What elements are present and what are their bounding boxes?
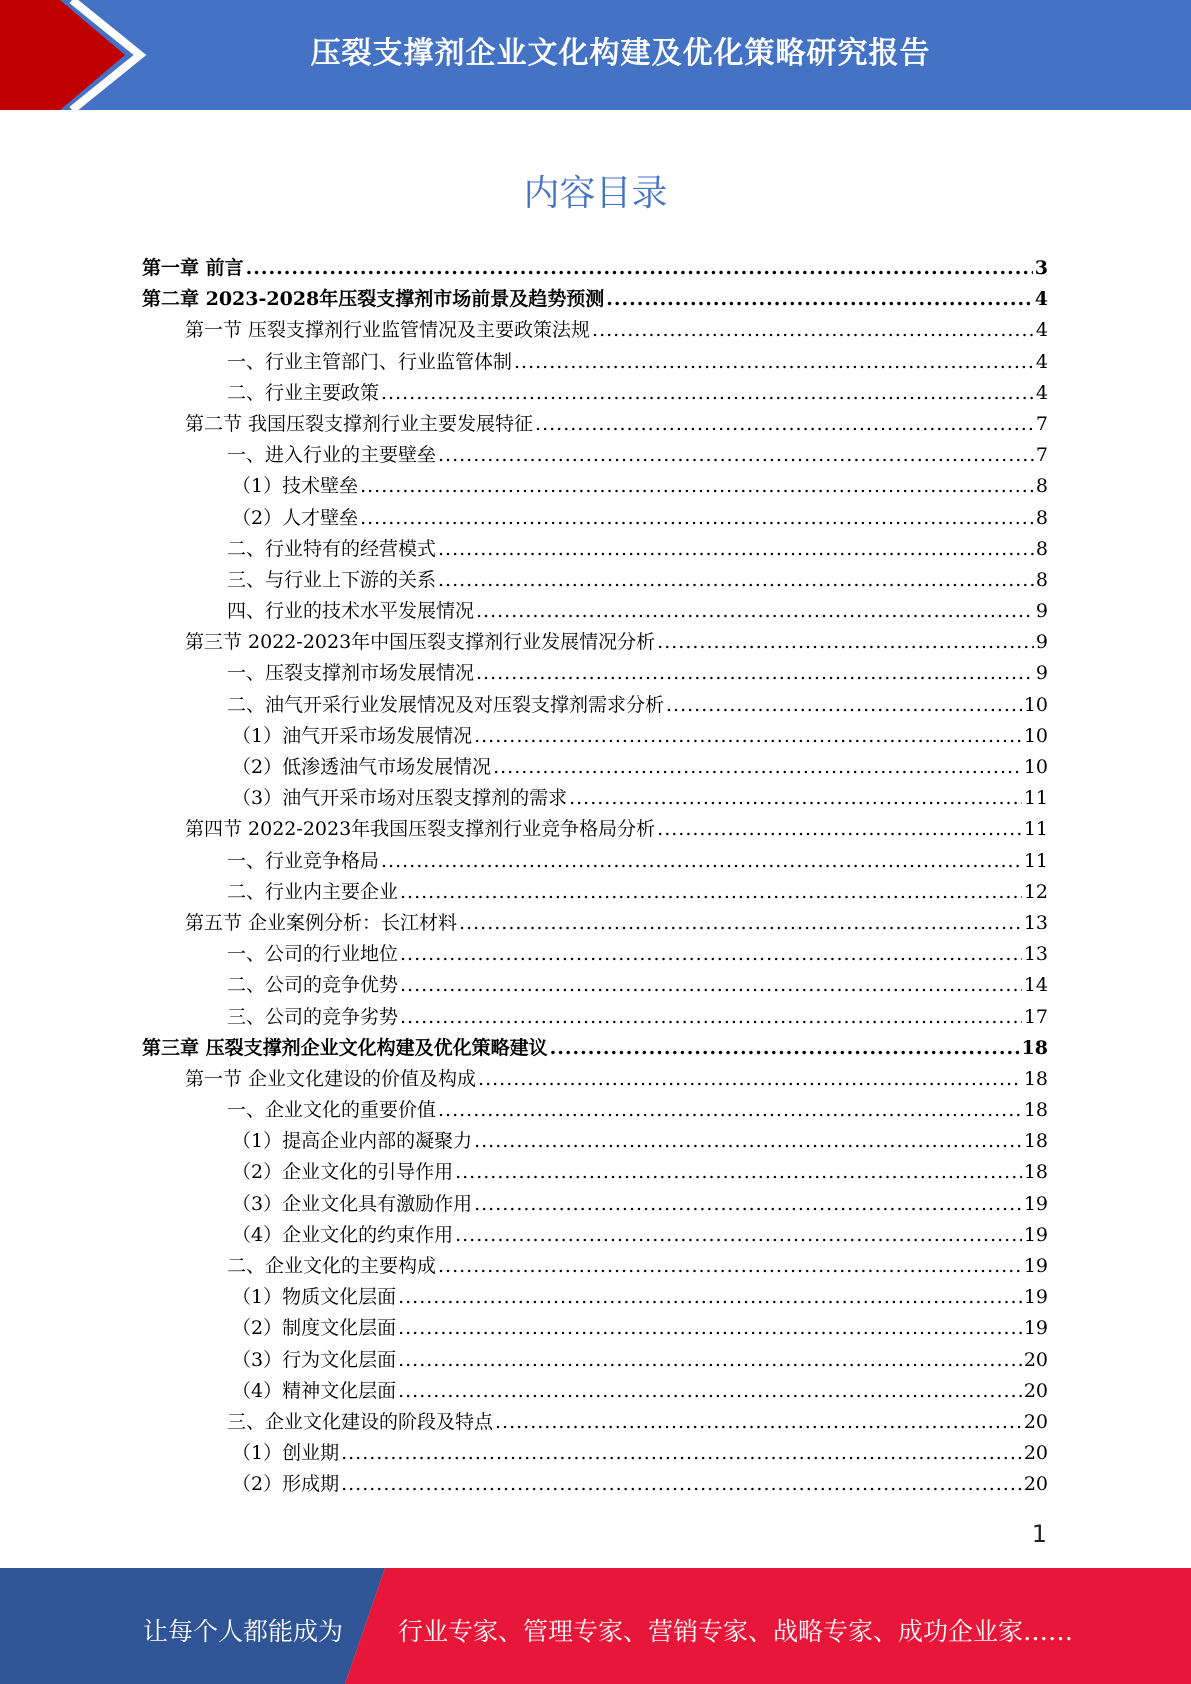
toc-entry-label: （4）精神文化层面 [232,1379,397,1402]
toc-leader-dots [535,413,1034,435]
toc-entry[interactable] [142,503,1048,534]
toc-entry[interactable] [142,1438,1048,1469]
toc-entry-label: （1）技术壁垒 [232,475,359,498]
toc-entry-page: 8 [1035,568,1048,591]
toc-entry-page: 13 [1023,943,1048,966]
toc-entry[interactable] [142,1095,1048,1126]
toc-leader-dots [657,818,1022,840]
toc-entry-page: 19 [1023,1192,1048,1215]
toc-entry-page: 8 [1035,537,1048,560]
toc-entry-label: 一、企业文化的重要价值 [227,1099,437,1122]
toc-entry-page: 18 [1023,1161,1048,1184]
toc-leader-dots [476,662,1034,684]
toc-entry-page: 20 [1023,1379,1048,1402]
page-header [0,0,1191,110]
toc-entry-label: （1）提高企业内部的凝聚力 [232,1130,473,1153]
toc-entry-label: 一、行业主管部门、行业监管体制 [227,350,513,373]
toc-entry-label: （4）企业文化的约束作用 [232,1223,454,1246]
toc-leader-dots [550,1037,1020,1059]
toc-entry-label: （2）企业文化的引导作用 [232,1161,454,1184]
footer-slogan-left: 让每个人都能成为 [143,1617,344,1646]
toc-entry-label: （3）行为文化层面 [232,1348,397,1371]
toc-entry-label: （2）低渗透油气市场发展情况 [232,756,492,778]
toc-leader-dots [495,1411,1022,1433]
toc-entry[interactable] [142,752,1048,783]
toc-entry[interactable] [142,908,1048,939]
toc-leader-dots [438,1099,1022,1121]
toc-entry-page: 19 [1023,1223,1048,1246]
toc-leader-dots [246,257,1033,279]
toc-leader-dots [455,1224,1022,1246]
toc-leader-dots [400,974,1022,996]
toc-entry-page: 3 [1034,257,1048,279]
toc-entry-label: 二、行业主要政策 [227,381,380,404]
toc-entry[interactable] [142,1033,1048,1064]
toc-entry-label: 第三节 2022-2023年中国压裂支撑剂行业发展情况分析 [185,631,656,654]
toc-entry-label: 二、行业内主要企业 [227,880,399,903]
toc-entry-label: 第五节 企业案例分析：长江材料 [185,911,458,934]
toc-entry-page: 10 [1023,693,1048,716]
toc-entry-page: 18 [1023,1067,1048,1090]
toc-leader-dots [398,1349,1022,1371]
page-footer [0,1568,1191,1684]
toc-entry[interactable] [142,409,1048,440]
toc-entry[interactable] [142,658,1048,689]
toc-entry[interactable] [142,378,1048,409]
toc-leader-dots [666,694,1022,716]
toc-entry-label: （3）油气开采市场对压裂支撑剂的需求 [232,787,568,810]
toc-entry[interactable] [142,1469,1048,1500]
toc-entry-page: 14 [1023,974,1048,997]
toc-entry-label: 一、公司的行业地位 [227,943,399,966]
toc-entry[interactable] [142,440,1048,471]
toc-entry-label: 二、企业文化的主要构成 [227,1255,437,1277]
toc-leader-dots [493,756,1022,778]
toc-entry-label: （2）形成期 [232,1473,340,1496]
toc-entry[interactable] [142,1313,1048,1344]
toc-entry-page: 19 [1023,1286,1048,1309]
toc-entry-page: 11 [1023,787,1048,810]
toc-entry-page: 11 [1023,849,1048,872]
toc-entry-label: 二、公司的竞争优势 [227,974,399,997]
toc-leader-dots [438,538,1034,560]
toc-leader-dots [400,1006,1022,1028]
toc-entry-label: 第一节 企业文化建设的价值及构成 [185,1067,477,1090]
toc-entry[interactable] [142,315,1048,346]
toc-leader-dots [476,600,1034,622]
toc-entry-page: 13 [1023,911,1048,934]
toc-entry[interactable] [142,1126,1048,1157]
toc-entry-page: 4 [1035,381,1048,404]
toc-entry[interactable] [142,534,1048,565]
toc-entry-label: 第二节 我国压裂支撑剂行业主要发展特征 [185,412,534,435]
toc-entry[interactable] [142,1251,1048,1282]
toc-entry[interactable] [142,253,1048,284]
toc-leader-dots [360,475,1034,497]
toc-entry[interactable] [142,1345,1048,1376]
toc-entry-page: 10 [1023,756,1048,778]
toc-entry-page: 19 [1023,1317,1048,1340]
toc-entry-page: 7 [1035,412,1048,435]
toc-entry-page: 19 [1023,1255,1048,1277]
toc-entry-label: 第三章 压裂支撑剂企业文化构建及优化策略建议 [142,1036,548,1059]
toc-leader-dots [398,1380,1022,1402]
toc-entry-label: 三、企业文化建设的阶段及特点 [227,1410,494,1433]
toc-entry-label: 一、压裂支撑剂市场发展情况 [227,662,475,685]
toc-entry-label: 三、与行业上下游的关系 [227,568,437,591]
toc-entry-label: 三、公司的竞争劣势 [227,1005,399,1028]
toc-leader-dots [606,288,1033,310]
toc-entry-label: 二、油气开采行业发展情况及对压裂支撑剂需求分析 [227,693,665,716]
toc-entry-label: （2）制度文化层面 [232,1317,397,1340]
footer-slogan-right: 行业专家、管理专家、营销专家、战略专家、成功企业家…… [398,1617,1074,1646]
toc-entry[interactable] [142,690,1048,721]
toc-entry-page: 8 [1035,475,1048,498]
toc-entry[interactable] [142,1189,1048,1220]
toc-leader-dots [592,319,1034,341]
toc-leader-dots [400,881,1022,903]
toc-entry[interactable] [142,721,1048,752]
report-title: 压裂支撑剂企业文化构建及优化策略研究报告 [310,36,931,71]
toc-entry-page: 18 [1023,1099,1048,1122]
toc-leader-dots [438,1255,1022,1277]
toc-entry[interactable] [142,471,1048,502]
toc-entry[interactable] [142,1157,1048,1188]
toc-entry[interactable] [142,1376,1048,1407]
toc-entry-label: 第一节 压裂支撑剂行业监管情况及主要政策法规 [185,319,591,342]
toc-entry-label: （1）油气开采市场发展情况 [232,724,473,747]
toc-entry-page: 20 [1023,1442,1048,1465]
page-number: 1 [1031,1520,1047,1548]
toc-leader-dots [381,850,1022,872]
toc-entry[interactable] [142,970,1048,1001]
toc-leader-dots [657,631,1034,653]
toc-entry-label: 第四节 2022-2023年我国压裂支撑剂行业竞争格局分析 [185,818,656,841]
toc-entry-page: 18 [1021,1036,1048,1059]
table-of-contents [142,253,1048,1501]
toc-leader-dots [455,1161,1022,1183]
toc-entry-page: 9 [1035,662,1048,685]
toc-entry-label: 一、进入行业的主要壁垒 [227,444,437,467]
toc-entry-page: 10 [1023,724,1048,747]
toc-entry[interactable] [142,1002,1048,1033]
toc-leader-dots [569,787,1022,809]
toc-entry-label: 四、行业的技术水平发展情况 [227,600,475,623]
toc-entry[interactable] [142,1282,1048,1313]
toc-entry[interactable] [142,814,1048,845]
toc-entry-label: （1）物质文化层面 [232,1286,397,1309]
toc-entry-page: 8 [1035,506,1048,529]
toc-entry-page: 17 [1023,1005,1048,1028]
toc-entry-page: 20 [1023,1410,1048,1433]
toc-entry[interactable] [142,1407,1048,1438]
toc-entry-page: 4 [1035,350,1048,373]
toc-leader-dots [400,943,1022,965]
toc-entry-page: 9 [1035,631,1048,654]
toc-entry-label: （1）创业期 [232,1442,340,1465]
toc-leader-dots [398,1317,1022,1339]
toc-leader-dots [341,1442,1022,1464]
toc-leader-dots [474,1193,1022,1215]
toc-leader-dots [438,569,1034,591]
toc-entry-label: 第二章 2023-2028年压裂支撑剂市场前景及趋势预测 [142,288,605,311]
toc-entry[interactable] [142,877,1048,908]
toc-entry-page: 18 [1023,1130,1048,1153]
toc-entry-label: 第一章 前言 [142,257,244,279]
toc-entry[interactable] [142,1220,1048,1251]
toc-leader-dots [474,1130,1022,1152]
toc-heading: 内容目录 [523,173,668,214]
toc-entry[interactable] [142,783,1048,814]
toc-leader-dots [381,382,1034,404]
toc-entry-page: 11 [1023,818,1048,841]
toc-leader-dots [514,351,1034,373]
toc-leader-dots [438,444,1034,466]
toc-entry[interactable] [142,846,1048,877]
toc-entry-page: 20 [1023,1348,1048,1371]
toc-entry[interactable] [142,565,1048,596]
toc-entry-label: （3）企业文化具有激励作用 [232,1192,473,1215]
toc-leader-dots [474,725,1022,747]
toc-leader-dots [341,1473,1022,1495]
toc-entry-page: 7 [1035,444,1048,467]
toc-leader-dots [459,912,1022,934]
toc-entry-label: 一、行业竞争格局 [227,849,380,872]
toc-entry[interactable] [142,284,1048,315]
toc-entry-page: 9 [1035,600,1048,623]
toc-leader-dots [360,507,1034,529]
toc-leader-dots [478,1068,1022,1090]
toc-entry[interactable] [142,939,1048,970]
toc-entry-page: 4 [1034,288,1048,311]
toc-leader-dots [398,1286,1022,1308]
toc-entry-label: （2）人才壁垒 [232,506,359,529]
toc-entry[interactable] [142,347,1048,378]
toc-entry-page: 12 [1023,880,1048,903]
toc-entry-label: 二、行业特有的经营模式 [227,537,437,560]
toc-entry[interactable] [142,1064,1048,1095]
toc-entry[interactable] [142,596,1048,627]
toc-entry-page: 20 [1023,1473,1048,1496]
toc-entry[interactable] [142,627,1048,658]
toc-entry-page: 4 [1035,319,1048,342]
